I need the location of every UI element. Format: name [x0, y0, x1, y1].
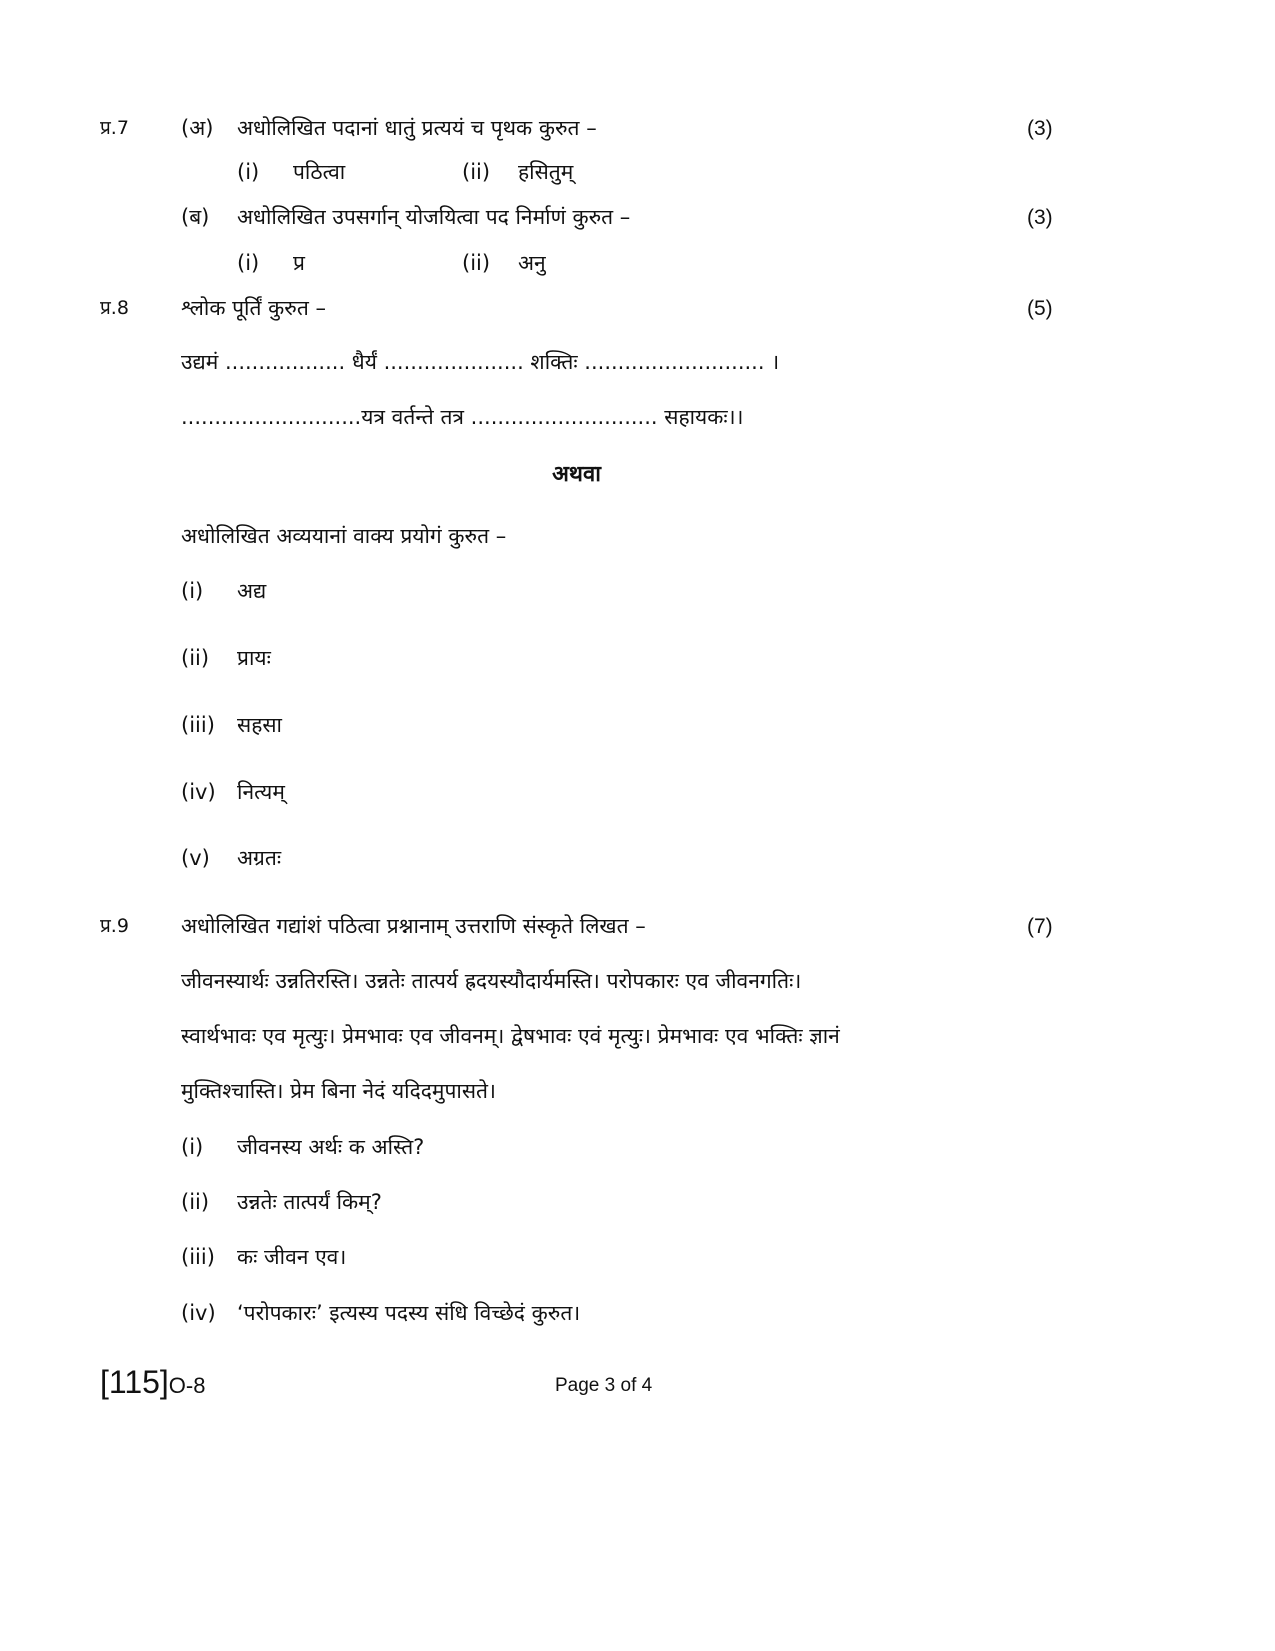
page-number: Page 3 of 4 — [555, 1375, 653, 1396]
q7b-label: (ब) — [181, 205, 210, 229]
q7a-label: (अ) — [181, 116, 214, 140]
q7a-marks: (3) — [1027, 117, 1053, 140]
q8-item-num: (iv) — [181, 780, 216, 804]
q8-item-text: अद्य — [237, 579, 267, 603]
paper-code — [100, 1364, 205, 1400]
q7a-item-text: पठित्वा — [293, 160, 346, 184]
paper-code-number: [115] — [100, 1364, 169, 1400]
q9-item-text: जीवनस्य अर्थः क अस्ति? — [237, 1135, 425, 1159]
q7b-item-text: प्र — [293, 251, 305, 275]
q8-verse-line-2: ...........................यत्र वर्तन्ते तत्र ............................ सहायकः।। — [181, 405, 744, 429]
q7a-item-text: हसितुम् — [518, 160, 574, 184]
q8-instruction: श्लोक पूर्तिं कुरुत – — [181, 296, 326, 320]
q7a-item-num: (ii) — [462, 160, 491, 184]
q7b-marks: (3) — [1027, 206, 1053, 229]
question-number-7: प्र.7 — [100, 117, 129, 139]
q9-item-num: (iii) — [181, 1245, 215, 1269]
q9-item-num: (iv) — [181, 1301, 216, 1325]
q7b-instruction: अधोलिखित उपसर्गान् योजयित्वा पद निर्माणं कुरुत – — [237, 205, 631, 229]
q9-item-text: कः जीवन एव। — [237, 1245, 347, 1269]
or-heading: अथवा — [552, 462, 601, 487]
q7b-item-num: (i) — [237, 251, 260, 275]
paper-code-suffix: O-8 — [168, 1373, 206, 1398]
question-number-9: प्र.9 — [100, 915, 129, 937]
q9-passage-line: मुक्तिश्चास्ति। प्रेम बिना नेदं यदिदमुपासते। — [181, 1079, 496, 1103]
q8-item-num: (ii) — [181, 646, 210, 670]
q8-alt-instruction: अधोलिखित अव्ययानां वाक्य प्रयोगं कुरुत – — [181, 524, 507, 548]
q9-item-num: (ii) — [181, 1190, 210, 1214]
q8-item-num: (iii) — [181, 713, 215, 737]
q8-verse-line-1: उद्यमं .................. धैर्यं ..................... शक्तिः ........................... । — [181, 350, 780, 374]
q8-item-num: (i) — [181, 579, 204, 603]
q8-item-text: सहसा — [237, 713, 282, 737]
q7a-item-num: (i) — [237, 160, 260, 184]
q9-passage-line: जीवनस्यार्थः उन्नतिरस्ति। उन्नतेः तात्पर्य ह्रदयस्यौदार्यमस्ति। परोपकारः एव जीवनगतिः। — [181, 969, 802, 993]
q9-item-num: (i) — [181, 1135, 204, 1159]
q9-item-text: उन्नतेः तात्पर्यं किम्? — [237, 1190, 382, 1214]
q7b-item-num: (ii) — [462, 251, 491, 275]
q8-marks: (5) — [1027, 297, 1053, 320]
q9-passage-line: स्वार्थभावः एव मृत्युः। प्रेमभावः एव जीवनम्। द्वेषभावः एवं मृत्युः। प्रेमभावः एव भक्तिः ज्ञानं — [181, 1024, 840, 1048]
q8-item-text: नित्यम् — [237, 780, 285, 804]
q8-item-num: (v) — [181, 846, 210, 870]
q8-item-text: प्रायः — [237, 646, 271, 670]
q7a-instruction: अधोलिखित पदानां धातुं प्रत्ययं च पृथक कुरुत – — [237, 116, 597, 140]
q7b-item-text: अनु — [518, 251, 546, 275]
q9-instruction: अधोलिखित गद्यांशं पठित्वा प्रश्नानाम् उत्तराणि संस्कृते लिखत – — [181, 914, 646, 938]
question-number-8: प्र.8 — [100, 297, 129, 319]
q9-item-text: ‘परोपकारः’ इत्यस्य पदस्य संधि विच्छेदं कुरुत। — [237, 1301, 581, 1325]
q9-marks: (7) — [1027, 915, 1053, 938]
q8-item-text: अग्रतः — [237, 846, 282, 870]
